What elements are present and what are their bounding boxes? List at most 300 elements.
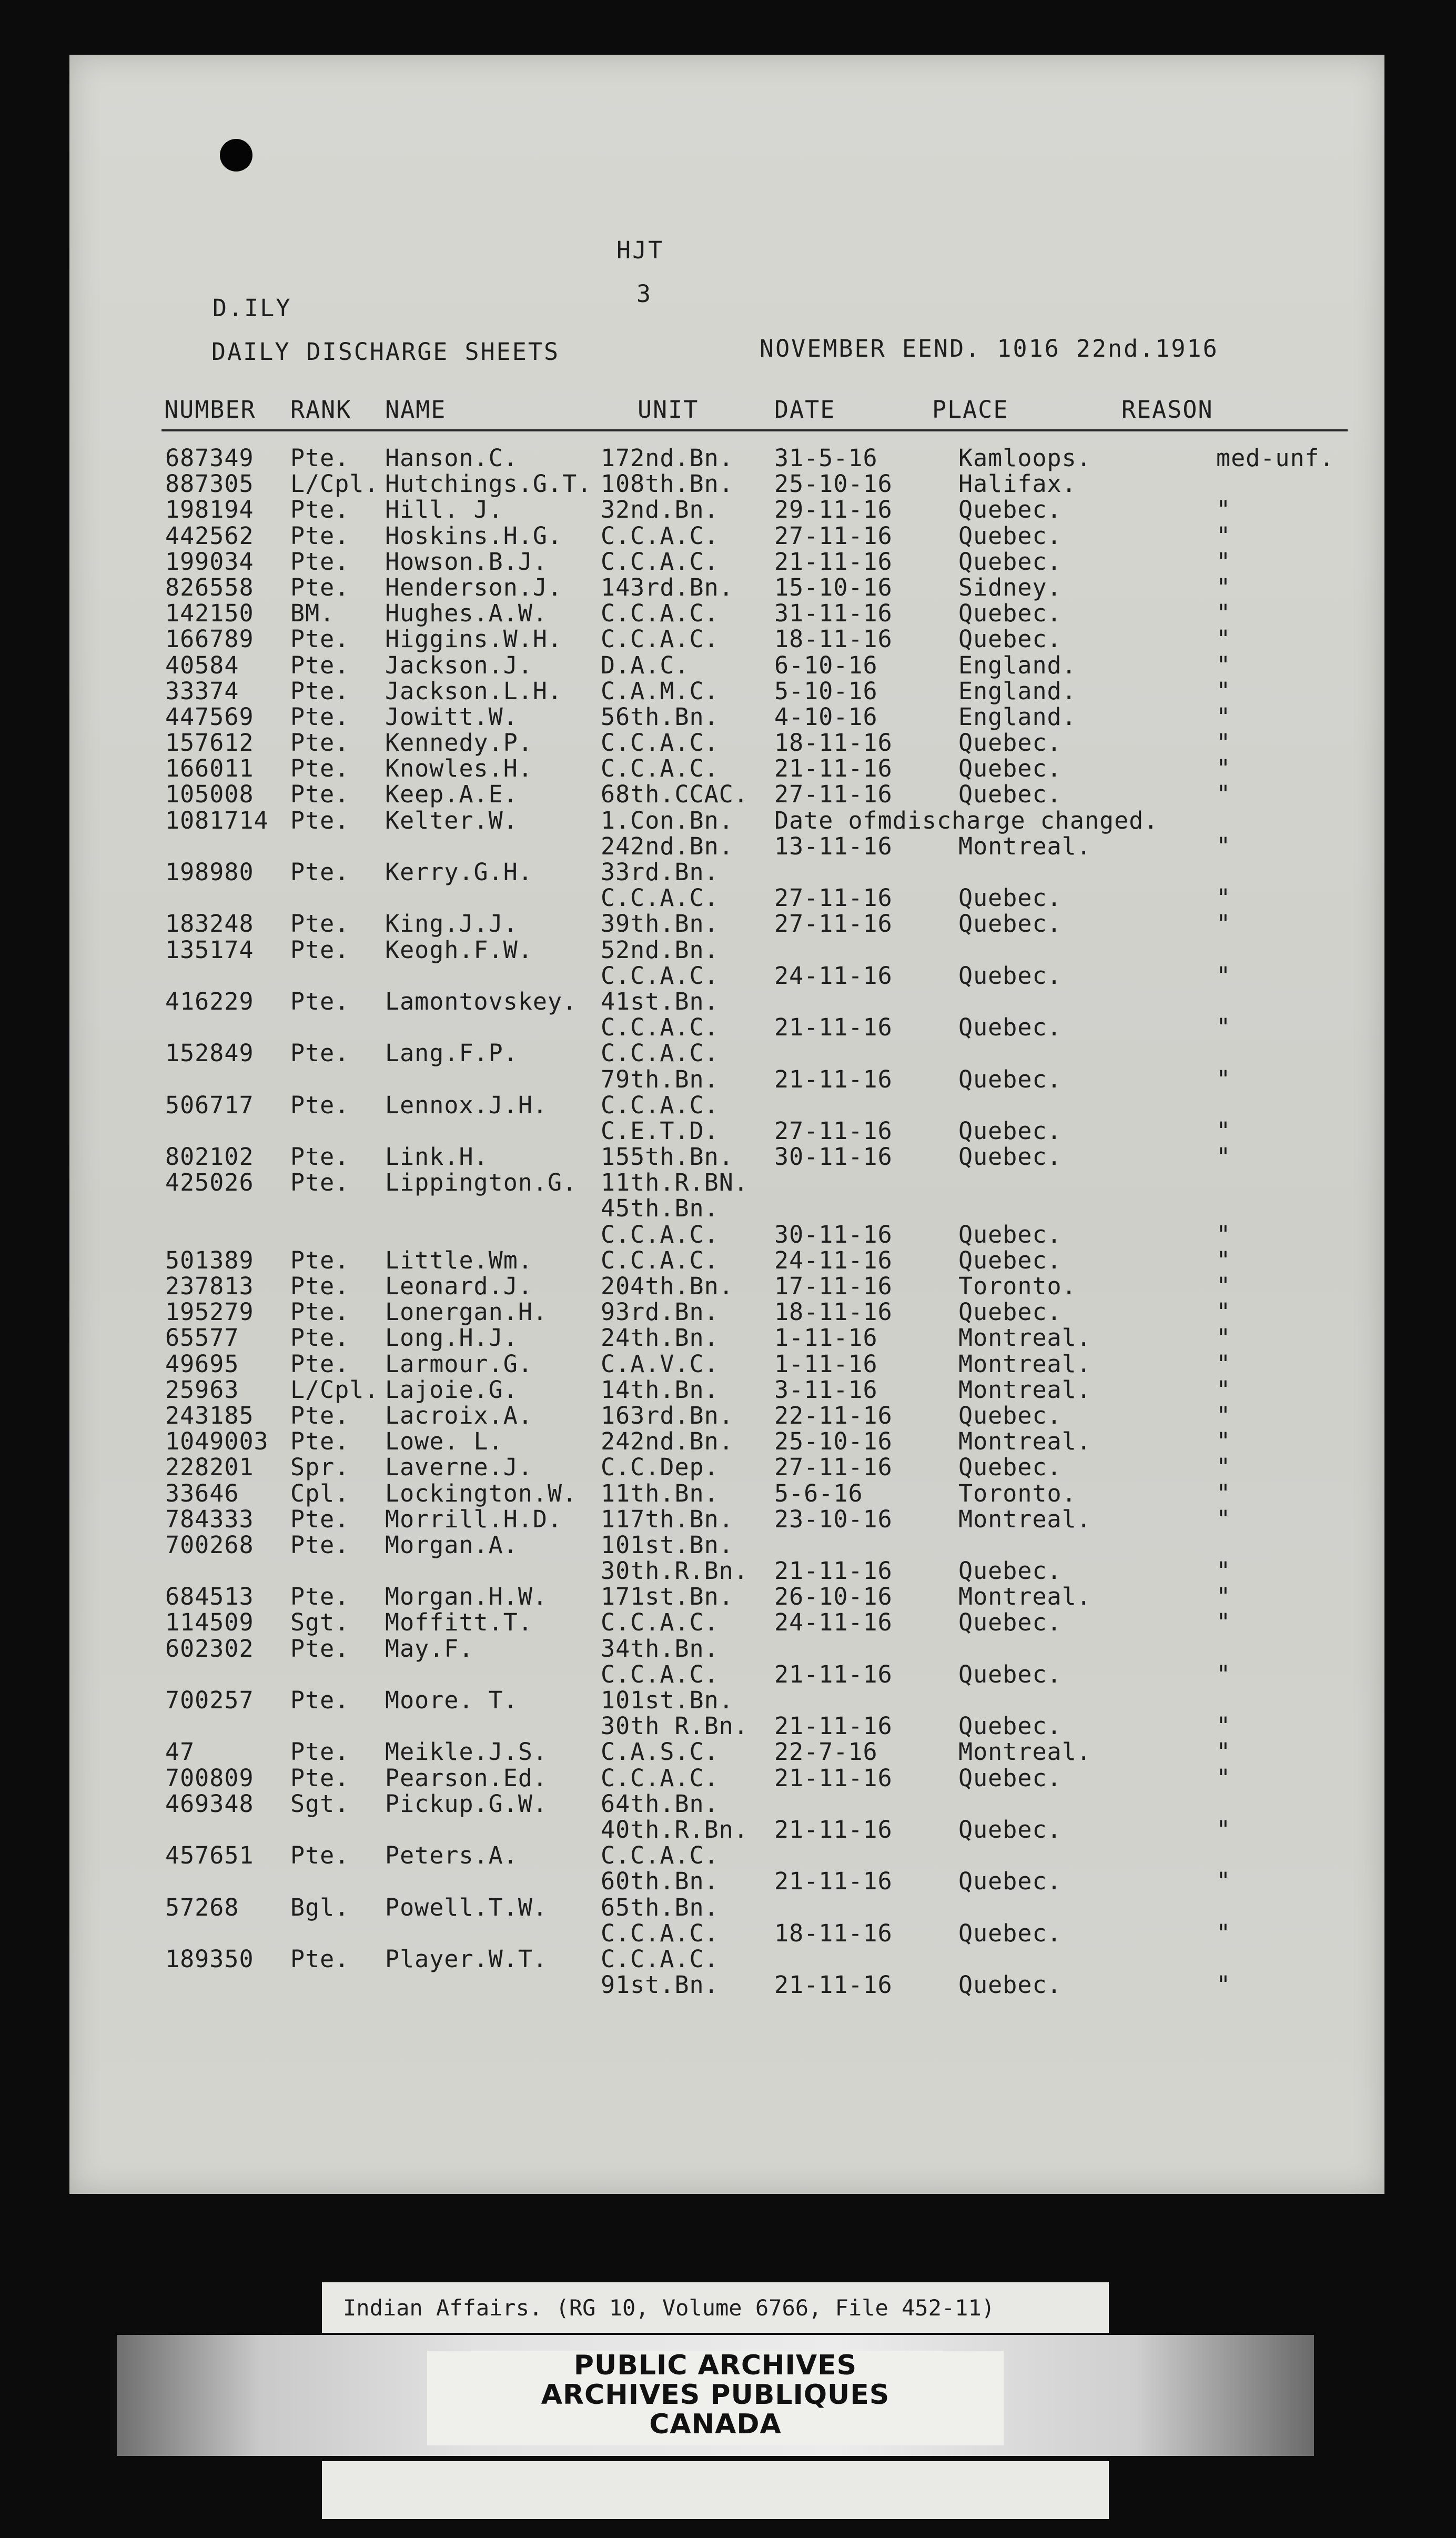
cell-number: 501389 [165, 1246, 254, 1274]
cell-rank: Pte. [290, 625, 350, 653]
cell-name: Higgins.W.H. [385, 625, 563, 653]
table-row [69, 1945, 1384, 1971]
cell-place: Montreal. [958, 832, 1091, 860]
cell-unit: C.C.A.C. [601, 729, 719, 757]
cell-rank: Pte. [290, 651, 350, 679]
cell-number: 442562 [165, 521, 254, 550]
table-row [69, 884, 1384, 910]
cell-unit: 11th.Bn. [601, 1479, 719, 1507]
table-row [69, 703, 1384, 729]
cell-unit: 65th.Bn. [601, 1893, 719, 1921]
col-unit: UNIT [638, 396, 699, 424]
cell-date: 18-11-16 [774, 1919, 893, 1947]
cell-date: 23-10-16 [774, 1505, 893, 1533]
cell-date: 18-11-16 [774, 625, 893, 653]
cell-unit: 30th.R.Bn. [601, 1557, 749, 1585]
cell-name: Hanson.C. [385, 444, 518, 472]
cell-rank: Pte. [290, 702, 350, 731]
table-row [69, 1272, 1384, 1298]
cell-reason: " [1216, 1143, 1231, 1171]
cell-unit: 14th.Bn. [601, 1375, 719, 1404]
cell-unit: C.C.A.C. [601, 547, 719, 576]
table-row [69, 677, 1384, 703]
cell-number: 243185 [165, 1401, 254, 1429]
col-place: PLACE [932, 396, 1009, 424]
table-row [69, 1194, 1384, 1223]
cell-place: Quebec. [958, 1557, 1062, 1585]
table-row [69, 573, 1384, 599]
cell-unit: C.C.A.C. [601, 1919, 719, 1947]
cell-name: King.J.J. [385, 910, 518, 938]
cell-place: Quebec. [958, 754, 1062, 783]
cell-date: 21-11-16 [774, 1764, 893, 1792]
cell-date: 15-10-16 [774, 573, 893, 601]
cell-name: Powell.T.W. [385, 1893, 548, 1921]
table-row [69, 1143, 1384, 1169]
cell-reason: " [1216, 1453, 1231, 1482]
cell-date: 21-11-16 [774, 1013, 893, 1042]
cell-name: Player.W.T. [385, 1945, 548, 1973]
cell-rank: Pte. [290, 1686, 350, 1714]
cell-unit: 155th.Bn. [601, 1143, 734, 1171]
cell-name: Lajoie.G. [385, 1375, 518, 1404]
cell-rank: Pte. [290, 806, 350, 834]
cell-unit: 33rd.Bn. [601, 858, 719, 886]
cell-rank: Pte. [290, 677, 350, 705]
table-row [69, 962, 1384, 988]
table-row [69, 1298, 1384, 1324]
table-row [69, 599, 1384, 628]
table-row [69, 1971, 1384, 1997]
cell-place: Montreal. [958, 1738, 1091, 1766]
cell-unit: D.A.C. [601, 651, 690, 679]
col-rank: RANK [290, 396, 352, 424]
cell-rank: Pte. [290, 1764, 350, 1792]
cell-name: Jackson.L.H. [385, 677, 563, 705]
cell-number: 457651 [165, 1841, 254, 1870]
cell-name: Link.H. [385, 1143, 489, 1171]
cell-unit: 242nd.Bn. [601, 1427, 734, 1456]
cell-date: 31-11-16 [774, 599, 893, 628]
cell-unit: 163rd.Bn. [601, 1401, 734, 1429]
reference-code: HJT [616, 236, 664, 264]
cell-rank: Pte. [290, 547, 350, 576]
cell-name: Lang.F.P. [385, 1039, 518, 1067]
cell-number: 469348 [165, 1789, 254, 1818]
table-row [69, 729, 1384, 757]
table-row [69, 832, 1384, 858]
cell-unit: 52nd.Bn. [601, 935, 719, 964]
cell-place: Quebec. [958, 910, 1062, 938]
cell-unit: 68th.CCAC. [601, 780, 749, 809]
cell-number: 887305 [165, 470, 254, 498]
cell-date: 21-11-16 [774, 1971, 893, 1999]
cell-name: Hoskins.H.G. [385, 521, 563, 550]
cell-unit: 172nd.Bn. [601, 444, 734, 472]
table-row [69, 1065, 1384, 1091]
cell-reason: " [1216, 1919, 1231, 1947]
cell-place: Montreal. [958, 1349, 1091, 1378]
cell-number: 802102 [165, 1143, 254, 1171]
table-row [69, 1091, 1384, 1117]
cell-name: Howson.B.J. [385, 547, 548, 576]
cell-place: Quebec. [958, 599, 1062, 628]
cell-unit: C.C.A.C. [601, 521, 719, 550]
cell-reason: " [1216, 1375, 1231, 1404]
cell-unit: 41st.Bn. [601, 987, 719, 1015]
cell-reason: " [1216, 1246, 1231, 1274]
cell-date: 21-11-16 [774, 1660, 893, 1688]
table-row [69, 547, 1384, 576]
cell-reason: " [1216, 1116, 1231, 1145]
cell-rank: Pte. [290, 1583, 350, 1611]
cell-rank: Pte. [290, 987, 350, 1015]
cell-unit: 101st.Bn. [601, 1530, 734, 1559]
cell-number: 447569 [165, 702, 254, 731]
cell-number: 105008 [165, 780, 254, 809]
sheet-period: NOVEMBER EEND. 1016 22nd.1916 [760, 335, 1219, 362]
cell-place: Quebec. [958, 961, 1062, 990]
cell-place: Montreal. [958, 1505, 1091, 1533]
cell-number: 198194 [165, 496, 254, 524]
cell-reason: " [1216, 1272, 1231, 1300]
cell-place: Montreal. [958, 1375, 1091, 1404]
cell-reason: " [1216, 521, 1231, 550]
cell-place: Quebec. [958, 1116, 1062, 1145]
cell-date: 24-11-16 [774, 1608, 893, 1637]
table-row [69, 1738, 1384, 1764]
cell-reason: " [1216, 1065, 1231, 1093]
cell-rank: Pte. [290, 1505, 350, 1533]
stamp-line-2: ARCHIVES PUBLIQUES [541, 2379, 890, 2411]
cell-date: 6-10-16 [774, 651, 878, 679]
sheet-title: DAILY DISCHARGE SHEETS [211, 338, 560, 366]
cell-date: 31-5-16 [774, 444, 878, 472]
cell-number: 135174 [165, 935, 254, 964]
cell-place: Quebec. [958, 884, 1062, 912]
table-row [69, 807, 1384, 832]
table-row [69, 1402, 1384, 1427]
cell-name: Leonard.J. [385, 1272, 533, 1300]
cell-place: England. [958, 702, 1077, 731]
cell-unit: C.C.A.C. [601, 625, 719, 653]
cell-number: 166789 [165, 625, 254, 653]
table-row [69, 910, 1384, 938]
header-rule [161, 429, 1348, 431]
cell-name: Lennox.J.H. [385, 1091, 548, 1119]
col-name: NAME [385, 396, 447, 424]
cell-number: 25963 [165, 1375, 239, 1404]
cell-place: Quebec. [958, 1453, 1062, 1482]
cell-unit: C.C.A.C. [601, 1220, 719, 1248]
table-row [69, 1894, 1384, 1919]
cell-rank: Cpl. [290, 1479, 350, 1507]
punch-hole [220, 139, 252, 172]
cell-reason: " [1216, 1220, 1231, 1248]
table-row [69, 1221, 1384, 1246]
cell-number: 506717 [165, 1091, 254, 1119]
cell-number: 183248 [165, 910, 254, 938]
table-row [69, 522, 1384, 548]
cell-number: 142150 [165, 599, 254, 628]
cell-rank: Pte. [290, 935, 350, 964]
cell-rank: Pte. [290, 496, 350, 524]
cell-unit: 171st.Bn. [601, 1583, 734, 1611]
cell-reason: " [1216, 1349, 1231, 1378]
table-row [69, 1376, 1384, 1402]
cell-date: 30-11-16 [774, 1143, 893, 1171]
cell-rank: Pte. [290, 1738, 350, 1766]
cell-rank: Sgt. [290, 1608, 350, 1637]
cell-place: Quebec. [958, 729, 1062, 757]
cell-number: 49695 [165, 1349, 239, 1378]
cell-number: 700257 [165, 1686, 254, 1714]
cell-date: Date ofmdischarge changed. [774, 806, 1159, 834]
cell-rank: Pte. [290, 573, 350, 601]
cell-unit: 143rd.Bn. [601, 573, 734, 601]
cell-place: Montreal. [958, 1324, 1091, 1352]
cell-number: 826558 [165, 573, 254, 601]
cell-name: Morrill.H.D. [385, 1505, 563, 1533]
cell-reason: " [1216, 599, 1231, 628]
cell-place: Quebec. [958, 1298, 1062, 1326]
cell-place: Quebec. [958, 1401, 1062, 1429]
cell-unit: C.A.S.C. [601, 1738, 719, 1766]
cell-unit: 24th.Bn. [601, 1324, 719, 1352]
cell-reason: " [1216, 677, 1231, 705]
cell-unit: C.C.A.C. [601, 1660, 719, 1688]
cell-date: 18-11-16 [774, 729, 893, 757]
cell-reason: " [1216, 1583, 1231, 1611]
cell-place: Toronto. [958, 1272, 1077, 1300]
cell-number: 1049003 [165, 1427, 269, 1456]
cell-number: 65577 [165, 1324, 239, 1352]
cell-rank: BM. [290, 599, 335, 628]
cell-reason: " [1216, 1479, 1231, 1507]
cell-date: 26-10-16 [774, 1583, 893, 1611]
cell-rank: Pte. [290, 1401, 350, 1429]
cell-reason: " [1216, 1608, 1231, 1637]
cell-name: Jackson.J. [385, 651, 533, 679]
cell-rank: Pte. [290, 521, 350, 550]
cell-reason: " [1216, 547, 1231, 576]
table-row [69, 651, 1384, 677]
table-row [69, 1479, 1384, 1505]
cell-unit: 1.Con.Bn. [601, 806, 734, 834]
cell-unit: C.C.A.C. [601, 1013, 719, 1042]
cell-number: 700268 [165, 1530, 254, 1559]
cell-date: 24-11-16 [774, 1246, 893, 1274]
cell-name: Lacroix.A. [385, 1401, 533, 1429]
cell-rank: Pte. [290, 1091, 350, 1119]
stamp-line-3: CANADA [649, 2409, 782, 2440]
cell-unit: 11th.R.BN. [601, 1169, 749, 1197]
cell-rank: Pte. [290, 444, 350, 472]
cell-reason: " [1216, 1867, 1231, 1896]
cell-name: May.F. [385, 1634, 474, 1663]
cell-place: Quebec. [958, 1919, 1062, 1947]
archive-reference: Indian Affairs. (RG 10, Volume 6766, File 452-11) [322, 2282, 1109, 2333]
cell-name: Keogh.F.W. [385, 935, 533, 964]
cell-number: 684513 [165, 1583, 254, 1611]
cell-place: Quebec. [958, 625, 1062, 653]
cell-date: 21-11-16 [774, 1557, 893, 1585]
cell-unit: 40th.R.Bn. [601, 1815, 749, 1844]
cell-date: 29-11-16 [774, 496, 893, 524]
table-row [69, 1634, 1384, 1663]
cell-unit: C.C.A.C. [601, 961, 719, 990]
cell-number: 784333 [165, 1505, 254, 1533]
cell-reason: " [1216, 754, 1231, 783]
cell-number: 157612 [165, 729, 254, 757]
table-row [69, 754, 1384, 783]
cell-number: 228201 [165, 1453, 254, 1482]
cell-place: Quebec. [958, 1220, 1062, 1248]
cell-name: Laverne.J. [385, 1453, 533, 1482]
cell-rank: Sgt. [290, 1789, 350, 1818]
cell-rank: Pte. [290, 780, 350, 809]
cell-unit: C.C.Dep. [601, 1453, 719, 1482]
stamp-line-1: PUBLIC ARCHIVES [573, 2350, 857, 2381]
table-row [69, 1867, 1384, 1896]
cell-unit: C.E.T.D. [601, 1116, 719, 1145]
cell-name: Kerry.G.H. [385, 858, 533, 886]
table-row [69, 936, 1384, 962]
cell-rank: Pte. [290, 754, 350, 783]
cell-place: Montreal. [958, 1583, 1091, 1611]
cell-name: Pickup.G.W. [385, 1789, 548, 1818]
cell-unit: C.C.A.C. [601, 1039, 719, 1067]
cell-date: 5-10-16 [774, 677, 878, 705]
cell-unit: 204th.Bn. [601, 1272, 734, 1300]
cell-place: Quebec. [958, 1660, 1062, 1688]
cell-date: 5-6-16 [774, 1479, 863, 1507]
cell-date: 21-11-16 [774, 1712, 893, 1740]
cell-reason: " [1216, 1971, 1231, 1999]
cell-name: Lippington.G. [385, 1169, 578, 1197]
cell-reason: " [1216, 1505, 1231, 1533]
table-row [69, 1246, 1384, 1272]
cell-number: 189350 [165, 1945, 254, 1973]
cell-place: Quebec. [958, 496, 1062, 524]
cell-unit: 93rd.Bn. [601, 1298, 719, 1326]
cell-place: England. [958, 651, 1077, 679]
cell-number: 40584 [165, 651, 239, 679]
cell-place: England. [958, 677, 1077, 705]
cell-name: Jowitt.W. [385, 702, 518, 731]
cell-date: 27-11-16 [774, 884, 893, 912]
cell-number: 1081714 [165, 806, 269, 834]
cell-place: Kamloops. [958, 444, 1091, 472]
cell-reason: " [1216, 1764, 1231, 1792]
table-row [69, 1557, 1384, 1583]
cell-name: Long.H.J. [385, 1324, 518, 1352]
col-reason: REASON [1121, 396, 1214, 424]
cell-unit: C.C.A.C. [601, 1841, 719, 1870]
cell-rank: Bgl. [290, 1893, 350, 1921]
cell-unit: C.C.A.C. [601, 884, 719, 912]
table-row [69, 1686, 1384, 1712]
cell-place: Halifax. [958, 470, 1077, 498]
cell-unit: 56th.Bn. [601, 702, 719, 731]
cell-unit: 64th.Bn. [601, 1789, 719, 1818]
cell-rank: Pte. [290, 729, 350, 757]
cell-date: 1-11-16 [774, 1349, 878, 1378]
cell-rank: L/Cpl. [290, 1375, 379, 1404]
cell-unit: C.C.A.C. [601, 754, 719, 783]
cell-place: Quebec. [958, 1867, 1062, 1896]
cell-name: Kennedy.P. [385, 729, 533, 757]
table-row [69, 1712, 1384, 1738]
cell-rank: Pte. [290, 1169, 350, 1197]
table-row [69, 625, 1384, 651]
cell-number: 152849 [165, 1039, 254, 1067]
cell-name: Little.Wm. [385, 1246, 533, 1274]
cell-rank: Pte. [290, 1634, 350, 1663]
cell-date: 30-11-16 [774, 1220, 893, 1248]
cell-date: 27-11-16 [774, 910, 893, 938]
cell-unit: 101st.Bn. [601, 1686, 734, 1714]
cell-reason: " [1216, 1013, 1231, 1042]
table-row [69, 858, 1384, 884]
cell-reason: " [1216, 780, 1231, 809]
cell-number: 57268 [165, 1893, 239, 1921]
cell-date: 27-11-16 [774, 521, 893, 550]
cell-place: Quebec. [958, 547, 1062, 576]
table-row [69, 1790, 1384, 1816]
cell-reason: " [1216, 625, 1231, 653]
cell-number: 687349 [165, 444, 254, 472]
cell-rank: Pte. [290, 1945, 350, 1973]
cell-date: 1-11-16 [774, 1324, 878, 1352]
cell-name: Henderson.J. [385, 573, 563, 601]
cell-reason: " [1216, 1324, 1231, 1352]
cell-name: Hill. J. [385, 496, 503, 524]
cell-rank: Pte. [290, 1324, 350, 1352]
cell-date: 3-11-16 [774, 1375, 878, 1404]
cell-place: Quebec. [958, 1764, 1062, 1792]
table-row [69, 444, 1384, 470]
cell-unit: C.C.A.C. [601, 1091, 719, 1119]
cell-reason: " [1216, 1738, 1231, 1766]
cell-date: 25-10-16 [774, 1427, 893, 1456]
table-row [69, 1608, 1384, 1637]
cell-rank: Pte. [290, 1298, 350, 1326]
column-header-row [69, 383, 1384, 430]
cell-reason: " [1216, 573, 1231, 601]
cell-place: Quebec. [958, 1143, 1062, 1171]
cell-reason: med-unf. [1216, 444, 1334, 472]
cell-name: Larmour.G. [385, 1349, 533, 1378]
cell-reason: " [1216, 832, 1231, 860]
cell-place: Quebec. [958, 1712, 1062, 1740]
discharge-table [69, 444, 1384, 1997]
cell-rank: L/Cpl. [290, 470, 379, 498]
cell-number: 700809 [165, 1764, 254, 1792]
cell-rank: Pte. [290, 858, 350, 886]
cell-name: Peters.A. [385, 1841, 518, 1870]
cell-date: 24-11-16 [774, 961, 893, 990]
table-row [69, 1427, 1384, 1456]
cell-date: 4-10-16 [774, 702, 878, 731]
footer-blank-strip [322, 2461, 1109, 2519]
cell-unit: C.A.V.C. [601, 1349, 719, 1378]
cell-date: 22-7-16 [774, 1738, 878, 1766]
cell-rank: Pte. [290, 910, 350, 938]
cell-rank: Pte. [290, 1841, 350, 1870]
col-number: NUMBER [164, 396, 256, 424]
cell-number: 198980 [165, 858, 254, 886]
